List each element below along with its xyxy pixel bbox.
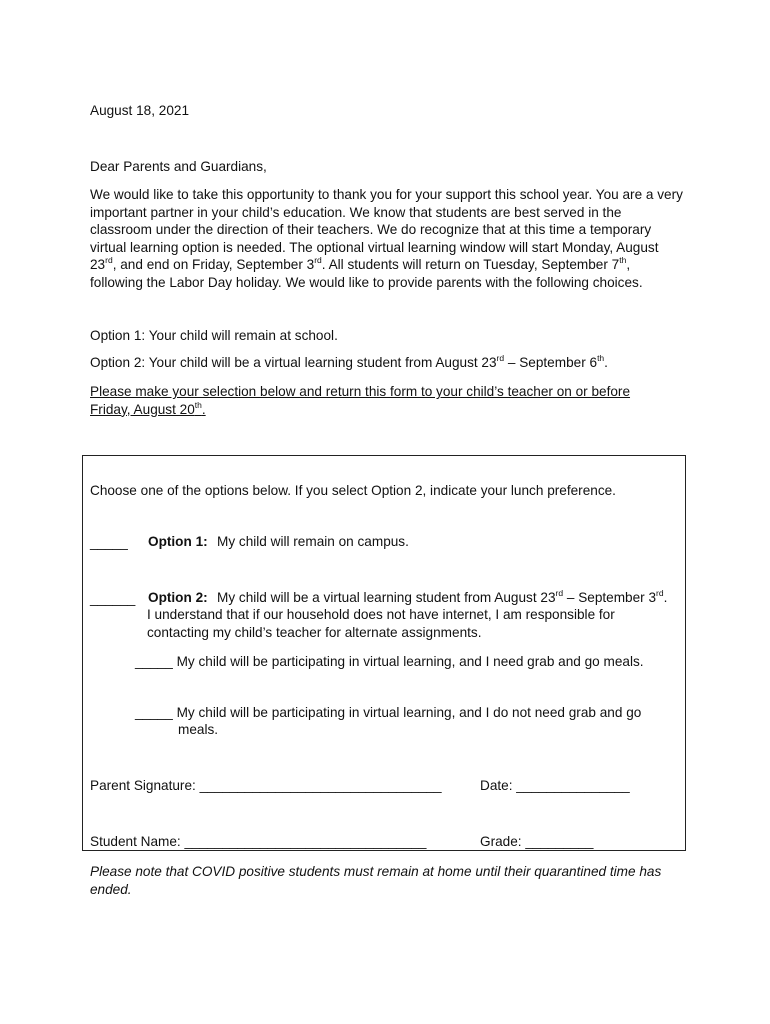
meal-no-choice-cont: meals. bbox=[178, 722, 219, 737]
letter-date: August 18, 2021 bbox=[90, 103, 190, 118]
date-field[interactable]: Date: _______________ bbox=[480, 778, 630, 793]
intro-sup-1: rd bbox=[105, 255, 113, 266]
option1-text: My child will remain on campus. bbox=[217, 534, 409, 549]
form-instruction: Choose one of the options below. If you select Option 2, indicate your lunch preference. bbox=[90, 483, 616, 498]
student-name-field[interactable]: Student Name: ________________________________ bbox=[90, 834, 427, 849]
salutation: Dear Parents and Guardians, bbox=[90, 159, 267, 174]
intro-text-4: , following the Labor Day holiday. We would like to provide parents with the following choices. bbox=[90, 257, 643, 290]
option1-blank[interactable]: _____ bbox=[90, 535, 128, 550]
intro-paragraph bbox=[90, 186, 686, 292]
meal-yes-choice[interactable]: _____ My child will be participating in virtual learning, and I need grab and go meals. bbox=[135, 654, 644, 669]
grade-field[interactable]: Grade: _________ bbox=[480, 834, 594, 849]
return-sup: th bbox=[194, 399, 202, 410]
opt2-text-3: . bbox=[663, 590, 668, 605]
covid-note: Please note that COVID positive students must remain at home until their quarantined time has ended. bbox=[90, 864, 662, 897]
option1-description: Option 1: Your child will remain at school. bbox=[90, 328, 338, 343]
return-text: Please make your selection below and return this form to your child’s teacher on or before Friday, August 20 bbox=[90, 384, 631, 417]
intro-text-1: We would like to take this opportunity to thank you for your support this school year. You are a very important partner in your child’s education. We know that students are best served in the classroom under the direction of their teachers. We do recognize that at this time a temporary virtual learning option is needed. The optional virtual learning window will start Monday, August 23 bbox=[90, 187, 683, 273]
option2-mid: – September 6 bbox=[504, 355, 598, 370]
option2-description bbox=[90, 354, 608, 372]
meal-no-choice[interactable]: _____ My child will be participating in virtual learning, and I do not need grab and go bbox=[135, 705, 642, 720]
option2-text: Option 2: Your child will be a virtual learning student from August 23 bbox=[90, 355, 497, 370]
option2-blank[interactable]: ______ bbox=[90, 591, 136, 606]
intro-sup-3: th bbox=[619, 255, 627, 266]
return-end: . bbox=[201, 401, 206, 417]
option1-label: Option 1: bbox=[148, 534, 208, 549]
intro-text-3: . All students will return on Tuesday, September 7 bbox=[321, 257, 620, 273]
opt2-text-2: – September 3 bbox=[563, 590, 657, 605]
opt2-text-1: My child will be a virtual learning student from August 23 bbox=[217, 590, 556, 605]
option2-label: Option 2: bbox=[148, 590, 208, 605]
option2-text-line3: contacting my child’s teacher for alternate assignments. bbox=[147, 625, 482, 640]
return-instruction bbox=[90, 383, 660, 418]
intro-sup-2: rd bbox=[314, 255, 322, 266]
option2-sup-2: th bbox=[597, 353, 605, 363]
option2-sup-1: rd bbox=[496, 353, 505, 363]
option2-end: . bbox=[604, 355, 608, 370]
opt2-sup-1: rd bbox=[555, 588, 564, 598]
option2-text-line2: I understand that if our household does not have internet, I am responsible for bbox=[147, 607, 615, 622]
parent-signature-field[interactable]: Parent Signature: ________________________________ bbox=[90, 778, 442, 793]
opt2-sup-2: rd bbox=[656, 588, 664, 598]
intro-text-2: , and end on Friday, September 3 bbox=[112, 257, 315, 273]
option2-text-line1 bbox=[217, 589, 667, 607]
